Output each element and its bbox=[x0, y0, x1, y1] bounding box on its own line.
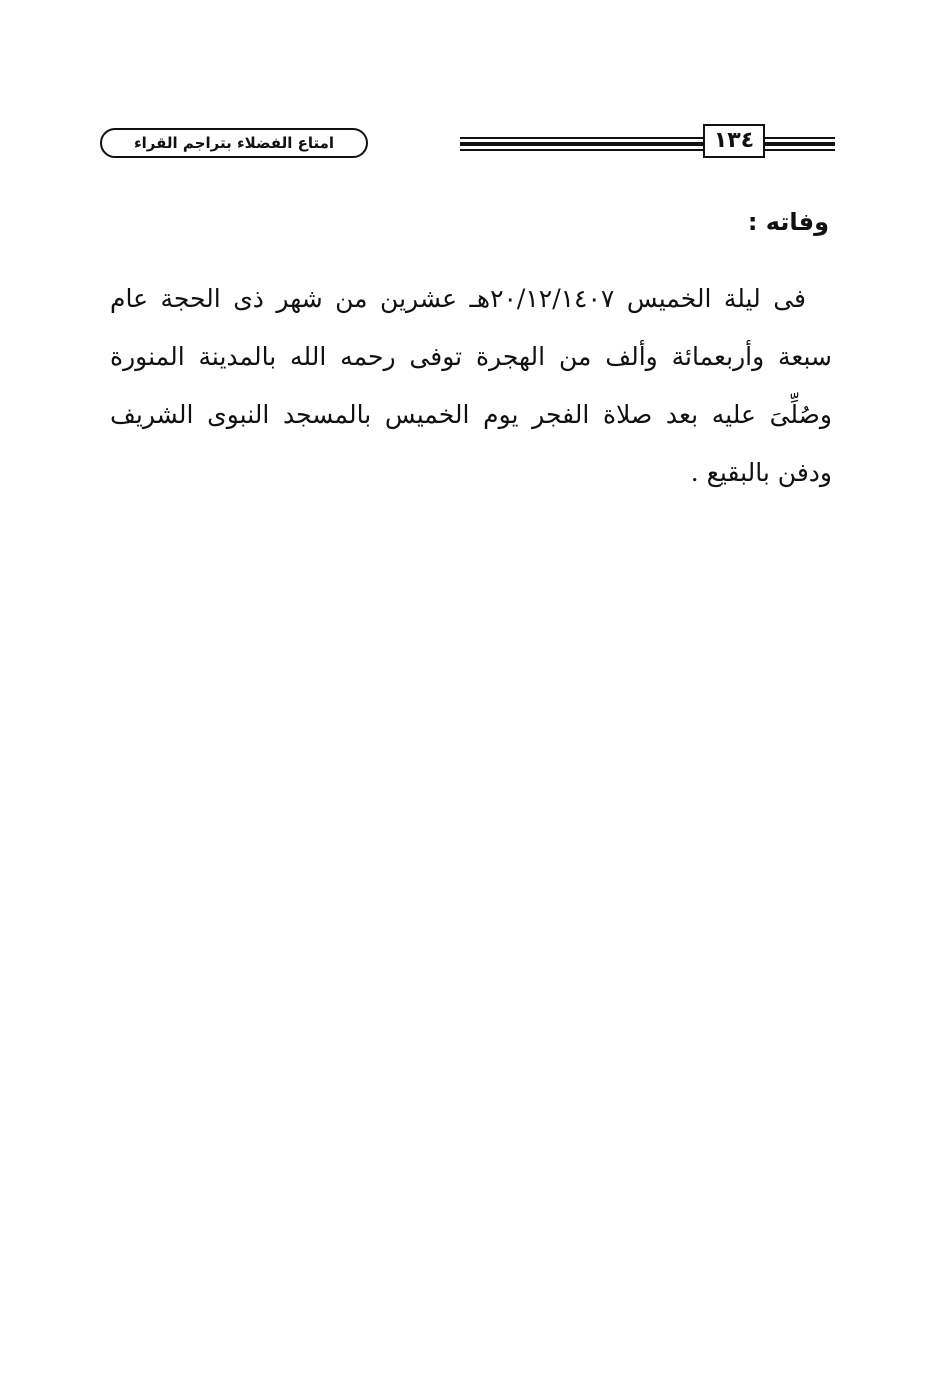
page-number: ١٣٤ bbox=[703, 124, 765, 158]
header-rule-line-middle bbox=[460, 142, 835, 146]
body-text bbox=[110, 270, 832, 502]
header-rule bbox=[460, 136, 835, 152]
section-heading: وفاته : bbox=[747, 208, 829, 236]
header-rule-line-top bbox=[460, 137, 835, 139]
page-header bbox=[100, 124, 835, 164]
paragraph: فى ليلة الخميس ٢٠/١٢/١٤٠٧هـ عشرين من شهر ذى الحجة عام سبعة وأربعمائة وألف من الهجرة توفى رحمه الله بالمدينة المنورة وصُلِّىَ عليه بعد صلاة الفجر يوم الخميس بالمسجد النبوى الشريف ودفن بالبقيع . bbox=[110, 284, 832, 487]
header-rule-line-bottom bbox=[460, 149, 835, 151]
book-title: امتاع الفضلاء بتراجم القراء bbox=[100, 128, 368, 158]
